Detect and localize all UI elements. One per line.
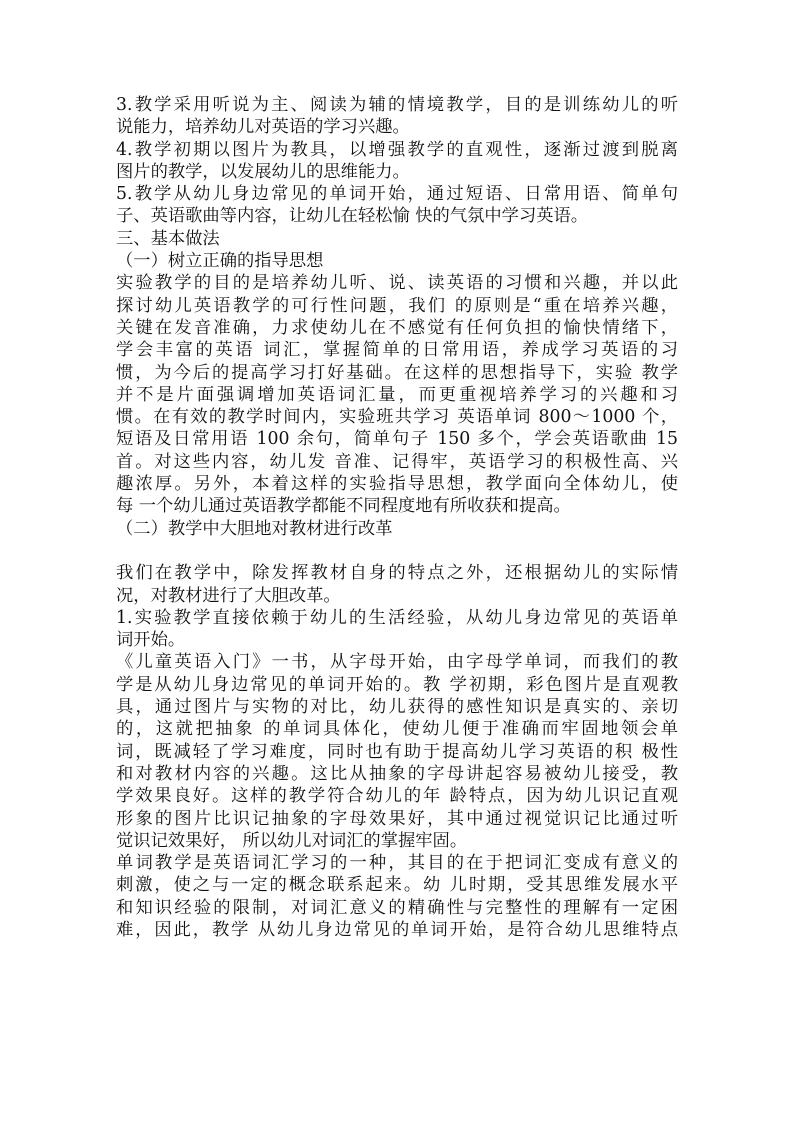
text-line: 学效果良好。这样的教学符合幼儿的年 龄特点，因为幼儿识记直观: [116, 786, 678, 807]
text-line: 子、英语歌曲等内容，让幼儿在轻松愉 快的气氛中学习英语。: [116, 206, 589, 227]
text-line: 形象的图片比识记抽象的字母效果好，其中通过视觉识记比通过听: [116, 808, 678, 829]
text-line: 我们在教学中，除发挥教材自身的特点之外，还根据幼儿的实际情: [116, 563, 678, 584]
text-line: 每 一个幼儿通过英语教学都能不同程度地有所收获和提高。: [116, 496, 571, 517]
text-line: 说能力，培养幼儿对英语的学习兴趣。: [116, 117, 410, 138]
text-line: 况，对教材进行了大胆改革。: [116, 585, 341, 606]
text-line: 具，通过图片与实物的对比，幼儿获得的感性知识是真实的、亲切: [116, 697, 678, 718]
text-line: 和对教材内容的兴趣。这比从抽象的字母讲起容易被幼儿接受，教: [116, 763, 678, 784]
text-line: 学是从幼儿身边常见的单词开始的。教 学初期，彩色图片是直观教: [116, 674, 678, 695]
section-heading: 三、基本做法: [116, 228, 220, 249]
text-line: 刺激，使之与一定的概念联系起来。幼 儿时期，受其思维发展水平: [116, 875, 678, 896]
document-page: [116, 94, 678, 941]
text-line: 《儿童英语入门》一书，从字母开始，由字母学单词，而我们的教: [116, 652, 678, 673]
blank-line: [116, 540, 678, 562]
text-line: 3.教学采用听说为主、阅读为辅的情境教学，目的是训练幼儿的听: [116, 95, 678, 115]
text-line: 和知识经验的限制，对词汇意义的精确性与完整性的理解有一定困: [116, 897, 678, 918]
subsection-heading: （一）树立正确的指导思想: [116, 251, 324, 272]
text-line: 的，这就把抽象 的单词具体化，使幼儿便于准确而牢固地领会单: [116, 719, 678, 740]
text-line: 惯。在有效的教学时间内，实验班共学习 英语单词 800～1000 个，: [116, 407, 678, 428]
text-line: 5.教学从幼儿身边常见的单词开始，通过短语、日常用语、简单句: [116, 184, 678, 205]
text-line: 短语及日常用语 100 余句，简单句子 150 多个，学会英语歌曲 15: [116, 429, 678, 450]
text-line: 惯，为今后的提高学习打好基础。在这样的思想指导下，实验 教学: [116, 362, 678, 383]
text-line: 4.教学初期以图片为教具，以增强教学的直观性，逐渐过渡到脱离: [116, 139, 678, 160]
text-line: 觉识记效果好， 所以幼儿对词汇的掌握牢固。: [116, 830, 468, 851]
text-line: 词开始。: [116, 630, 186, 651]
text-line: 关键在发音准确，力求使幼儿在不感觉有任何负担的愉快情绪下，: [116, 317, 678, 338]
text-line: 1.实验教学直接依赖于幼儿的生活经验，从幼儿身边常见的英语单: [116, 607, 678, 628]
text-line: 探讨幼儿英语教学的可行性问题，我们 的原则是“重在培养兴趣，: [116, 295, 678, 316]
text-line: 并不是片面强调增加英语词汇量，而更重视培养学习的兴趣和习: [116, 384, 678, 405]
text-line: 单词教学是英语词汇学习的一种，其目的在于把词汇变成有意义的: [116, 853, 678, 874]
text-line: 词，既减轻了学习难度，同时也有助于提高幼儿学习英语的积 极性: [116, 741, 678, 762]
text-line: 难，因此，教学 从幼儿身边常见的单词开始，是符合幼儿思维特点: [116, 919, 678, 940]
subsection-heading: （二）教学中大胆地对教材进行改革: [116, 518, 393, 539]
text-line: 学会丰富的英语 词汇，掌握简单的日常用语，养成学习英语的习: [116, 340, 678, 361]
text-line: 趣浓厚。另外，本着这样的实验指导思想，教学面向全体幼儿，使: [116, 474, 678, 495]
text-line: 首。对这些内容，幼儿发 音准、记得牢，英语学习的积极性高、兴: [116, 451, 678, 472]
text-line: 图片的教学，以发展幼儿的思维能力。: [116, 161, 410, 182]
text-line: 实验教学的目的是培养幼儿听、说、读英语的习惯和兴趣，并以此: [116, 273, 678, 294]
